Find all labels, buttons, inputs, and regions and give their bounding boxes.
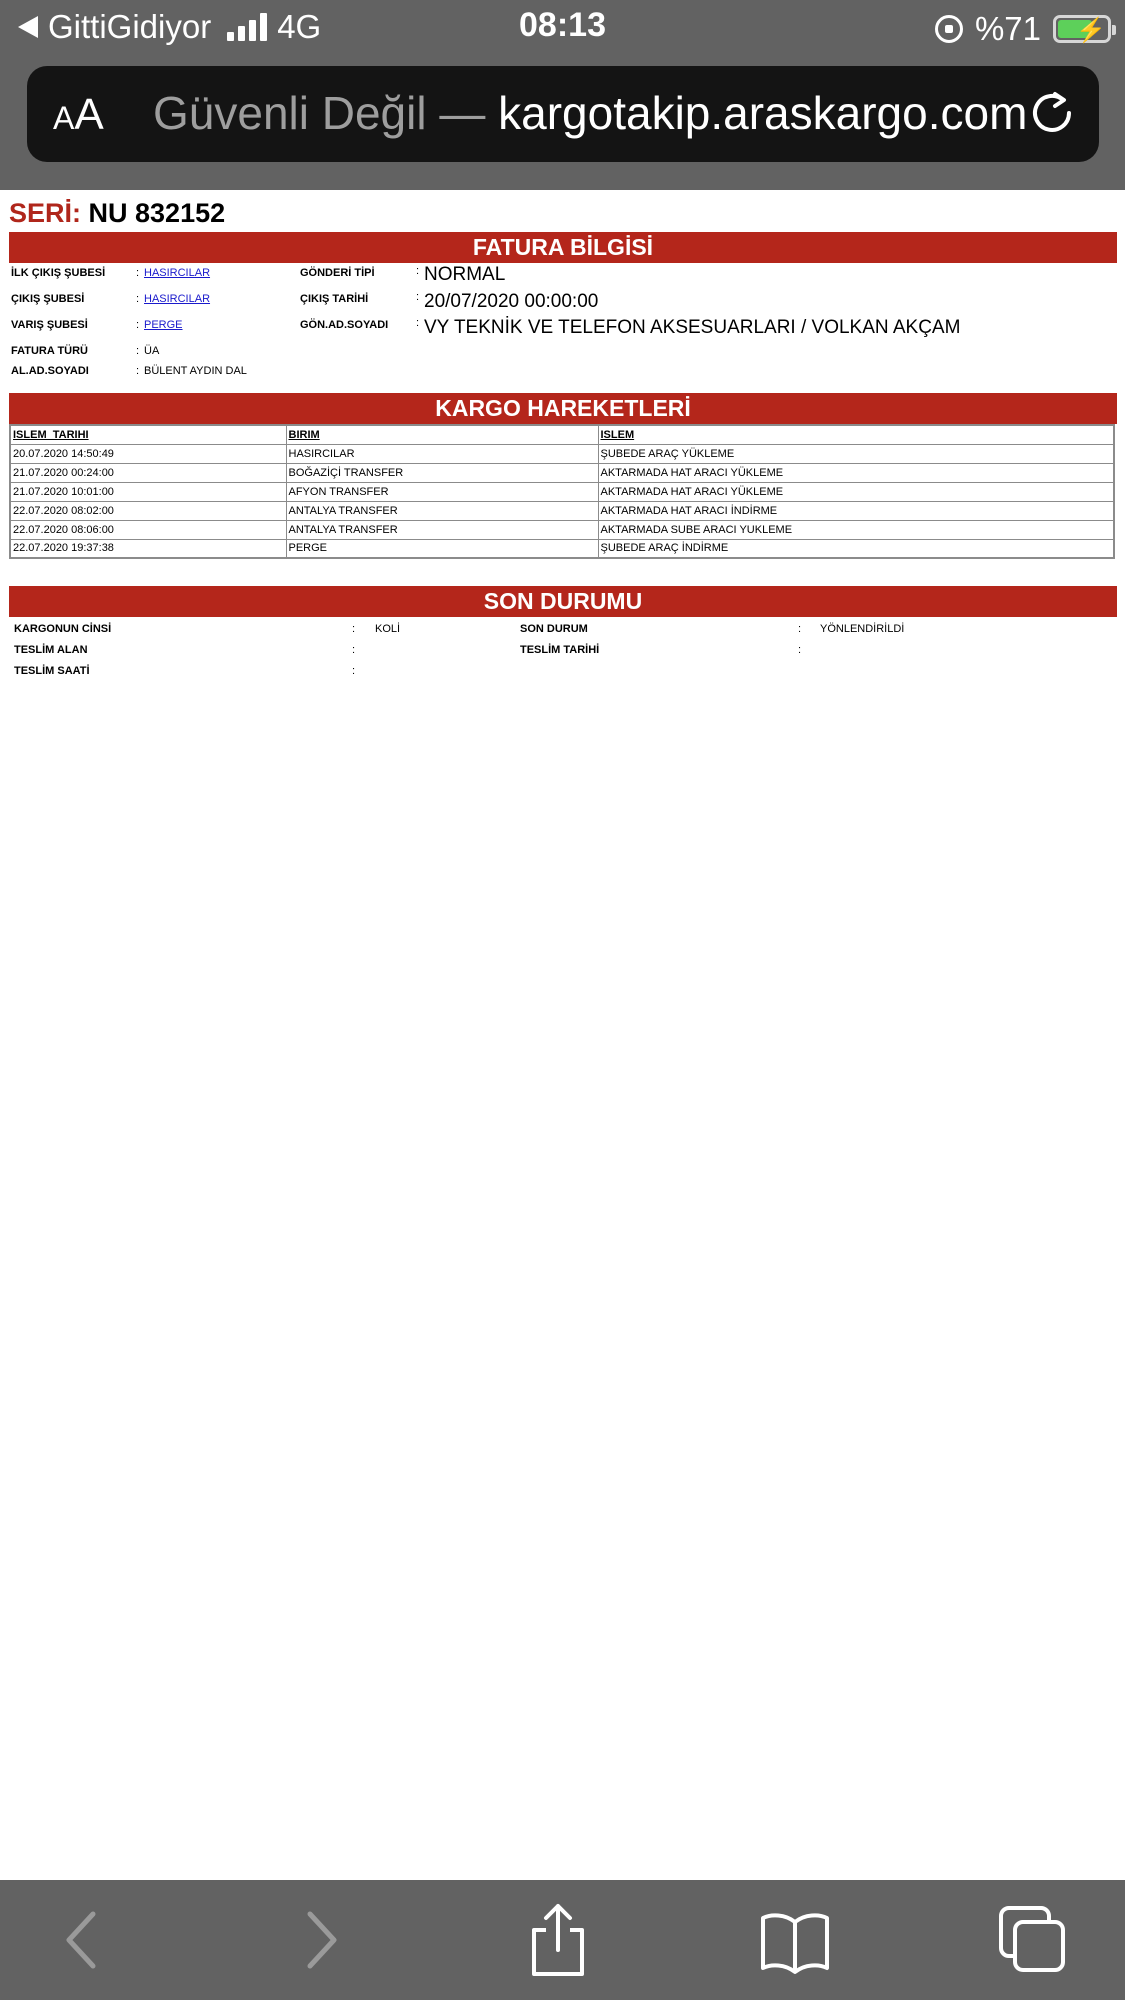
status-time: 08:13 — [519, 6, 606, 44]
table-row — [10, 444, 1114, 463]
status-right-group — [935, 10, 1111, 48]
son-durumu-info — [9, 617, 1117, 697]
table-row — [10, 501, 1114, 520]
address-bar[interactable] — [27, 66, 1099, 162]
column-header: ISLEM — [598, 425, 1114, 444]
gonderi-tipi-value: NORMAL — [424, 264, 506, 285]
cellular-signal-icon — [227, 13, 267, 41]
back-triangle-icon — [18, 16, 38, 38]
movements-table — [9, 424, 1115, 559]
varis-subesi-link[interactable]: PERGE — [144, 319, 183, 331]
birim-cell: BOĞAZİÇİ TRANSFER — [286, 463, 598, 482]
separator: : — [798, 623, 802, 635]
back-to-app-link[interactable] — [18, 8, 321, 46]
gon-ad-soyadi-label: GÖN.AD.SOYADI — [300, 319, 389, 331]
islem-cell: AKTARMADA HAT ARACI İNDİRME — [598, 501, 1114, 520]
fatura-turu-value: ÜA — [144, 345, 160, 357]
separator: : — [798, 644, 802, 656]
islem-tarihi-cell: 22.07.2020 19:37:38 — [10, 539, 286, 558]
birim-cell: PERGE — [286, 539, 598, 558]
browser-toolbar — [0, 1880, 1125, 2000]
teslim-saati-label: TESLİM SAATİ — [14, 665, 90, 677]
birim-cell: ANTALYA TRANSFER — [286, 501, 598, 520]
islem-tarihi-cell: 21.07.2020 10:01:00 — [10, 482, 286, 501]
separator: : — [416, 291, 420, 303]
status-bar — [0, 0, 1125, 58]
gonderi-tipi-label: GÖNDERİ TİPİ — [300, 267, 375, 279]
fatura-turu-label: FATURA TÜRÜ — [11, 345, 88, 357]
charging-bolt-icon: ⚡ — [1076, 17, 1106, 44]
url-host: kargotakip.araskargo.com — [498, 87, 1028, 139]
battery-icon — [1053, 15, 1111, 43]
islem-tarihi-cell: 22.07.2020 08:06:00 — [10, 520, 286, 539]
security-warning: Güvenli Değil — — [153, 87, 486, 139]
ilk-cikis-subesi-link[interactable]: HASIRCILAR — [144, 267, 211, 279]
birim-cell: AFYON TRANSFER — [286, 482, 598, 501]
table-row — [10, 463, 1114, 482]
son-durum-value: YÖNLENDİRİLDİ — [820, 623, 905, 635]
share-icon[interactable] — [520, 1902, 596, 1978]
orientation-lock-icon — [935, 15, 963, 43]
islem-cell: AKTARMADA HAT ARACI YÜKLEME — [598, 482, 1114, 501]
bookmarks-icon[interactable] — [757, 1902, 833, 1978]
islem-tarihi-cell: 20.07.2020 14:50:49 — [10, 444, 286, 463]
seri-heading — [9, 198, 1117, 232]
separator: : — [416, 317, 420, 329]
back-icon[interactable] — [45, 1902, 121, 1978]
reload-icon[interactable] — [1027, 88, 1077, 138]
column-header: ISLEM_TARIHI — [10, 425, 286, 444]
separator: : — [352, 623, 356, 635]
birim-cell: ANTALYA TRANSFER — [286, 520, 598, 539]
islem-tarihi-cell: 22.07.2020 08:02:00 — [10, 501, 286, 520]
network-type: 4G — [277, 8, 322, 45]
separator: : — [136, 365, 140, 377]
islem-cell: ŞUBEDE ARAÇ İNDİRME — [598, 539, 1114, 558]
al-ad-soyadi-value: BÜLENT AYDIN DAL — [144, 365, 247, 377]
text-size-button[interactable]: AA — [53, 90, 104, 139]
separator: : — [136, 293, 140, 305]
separator: : — [352, 644, 356, 656]
fatura-info — [9, 263, 1117, 393]
kargonun-cinsi-label: KARGONUN CİNSİ — [14, 623, 112, 635]
varis-subesi-label: VARIŞ ŞUBESİ — [11, 319, 88, 331]
cikis-tarihi-value: 20/07/2020 00:00:00 — [424, 291, 599, 312]
gon-ad-soyadi-value: VY TEKNİK VE TELEFON AKSESUARLARI / VOLKAN AKÇAM — [424, 317, 961, 338]
fatura-section-header: FATURA BİLGİSİ — [9, 232, 1117, 263]
table-row — [10, 539, 1114, 558]
tabs-icon[interactable] — [995, 1902, 1071, 1978]
birim-cell: HASIRCILAR — [286, 444, 598, 463]
forward-icon[interactable] — [282, 1902, 358, 1978]
separator: : — [136, 319, 140, 331]
page-content — [9, 198, 1117, 697]
cikis-subesi-label: ÇIKIŞ ŞUBESİ — [11, 293, 85, 305]
islem-cell: AKTARMADA SUBE ARACI YUKLEME — [598, 520, 1114, 539]
cikis-subesi-link[interactable]: HASIRCILAR — [144, 293, 211, 305]
table-header-row — [10, 425, 1114, 444]
seri-value: NU 832152 — [88, 198, 226, 228]
battery-percent: %71 — [974, 10, 1041, 47]
separator: : — [136, 267, 140, 279]
table-row — [10, 520, 1114, 539]
url-field[interactable] — [153, 86, 1029, 140]
column-header: BIRIM — [286, 425, 598, 444]
back-app-name: GittiGidiyor — [48, 8, 212, 45]
separator: : — [416, 265, 420, 277]
seri-label: SERİ: — [9, 198, 82, 228]
islem-cell: AKTARMADA HAT ARACI YÜKLEME — [598, 463, 1114, 482]
al-ad-soyadi-label: AL.AD.SOYADI — [11, 365, 89, 377]
son-durum-label: SON DURUM — [520, 623, 588, 635]
cikis-tarihi-label: ÇIKIŞ TARİHİ — [300, 293, 369, 305]
islem-cell: ŞUBEDE ARAÇ YÜKLEME — [598, 444, 1114, 463]
son-durumu-section-header: SON DURUMU — [9, 586, 1117, 617]
ilk-cikis-subesi-label: İLK ÇIKIŞ ŞUBESİ — [11, 267, 106, 279]
islem-tarihi-cell: 21.07.2020 00:24:00 — [10, 463, 286, 482]
table-row — [10, 482, 1114, 501]
kargonun-cinsi-value: KOLİ — [375, 623, 401, 635]
separator: : — [136, 345, 140, 357]
separator: : — [352, 665, 356, 677]
teslim-alan-label: TESLİM ALAN — [14, 644, 88, 656]
teslim-tarihi-label: TESLİM TARİHİ — [520, 644, 600, 656]
browser-top-chrome — [0, 0, 1125, 190]
hareketler-section-header: KARGO HAREKETLERİ — [9, 393, 1117, 424]
